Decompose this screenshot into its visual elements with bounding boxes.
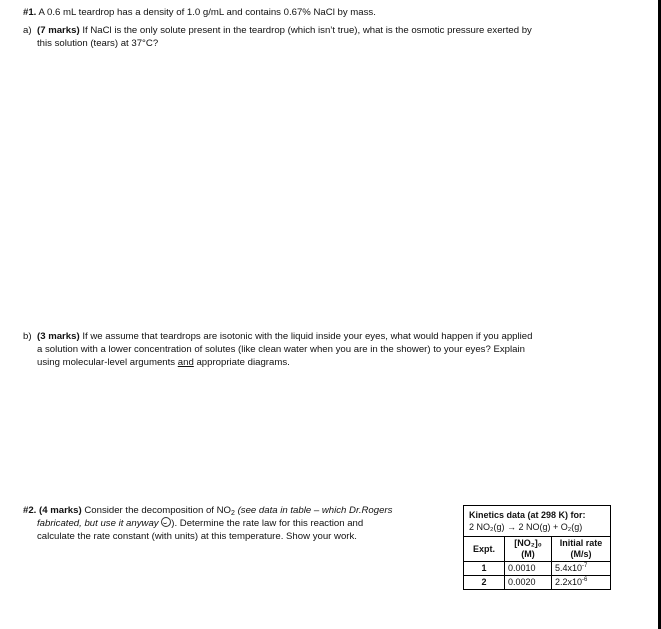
kinetics-table-title: Kinetics data (at 298 K) for: — [469, 510, 586, 520]
table-row — [464, 576, 611, 590]
part-b-marks: (3 marks) — [37, 331, 80, 342]
header-initial-rate — [552, 537, 611, 562]
cell-expt: 1 — [464, 562, 505, 576]
header-concentration — [505, 537, 552, 562]
header-concentration-label: [NO₂]₀ — [514, 538, 542, 548]
cell-concentration: 0.0020 — [505, 576, 552, 590]
part-a — [23, 24, 623, 50]
rate-exponent: -7 — [582, 563, 588, 569]
question-2-italic-1: (see data in table – which Dr.Rogers — [237, 505, 393, 516]
smiley-face-icon — [161, 517, 171, 527]
question-2-italic-2: fabricated, but use it anyway — [37, 518, 159, 529]
cell-expt: 2 — [464, 576, 505, 590]
part-a-label: a) — [23, 25, 32, 36]
part-a-line-2: this solution (tears) at 37°C? — [37, 38, 159, 49]
kinetics-table-caption — [464, 506, 611, 537]
part-b-line-1: If we assume that teardrops are isotonic with the liquid inside your eyes, what would happen if you applied — [82, 331, 533, 342]
table-row — [464, 562, 611, 576]
kinetics-data-table — [463, 505, 611, 590]
part-b-line-3-post: appropriate diagrams. — [193, 357, 290, 368]
part-a-marks: (7 marks) — [37, 25, 80, 36]
question-1-number: #1. — [23, 7, 37, 18]
kinetics-table-equation: 2 NO₂(g) → 2 NO(g) + O₂(g) — [469, 522, 583, 532]
rate-base: 2.2x10 — [555, 577, 583, 587]
question-1 — [23, 6, 623, 19]
header-expt: Expt. — [464, 537, 505, 562]
part-b-line-3-pre: using molecular-level arguments — [37, 357, 178, 368]
part-b-line-2: a solution with a lower concentration of solutes (like clean water when you are in the shower) to your eyes? Explain — [37, 344, 525, 355]
question-2-line-3: calculate the rate constant (with units) at this temperature. Show your work. — [37, 531, 357, 542]
question-2-intro: Consider the decomposition of NO — [84, 505, 232, 516]
cell-initial-rate — [552, 562, 611, 576]
part-b-underlined-and: and — [177, 357, 194, 368]
part-b-label: b) — [23, 331, 32, 342]
question-2-number: #2. — [23, 505, 37, 516]
cell-concentration: 0.0010 — [505, 562, 552, 576]
header-concentration-unit: (M) — [521, 549, 535, 559]
question-1-statement: A 0.6 mL teardrop has a density of 1.0 g/mL and contains 0.67% NaCl by mass. — [38, 7, 376, 18]
rate-exponent: -6 — [582, 577, 588, 583]
part-b — [23, 330, 623, 369]
no2-subscript: 2 — [231, 510, 235, 517]
part-a-line-1: If NaCl is the only solute present in the teardrop (which isn’t true), what is the osmotic pressure exerted by — [82, 25, 532, 36]
rate-base: 5.4x10 — [555, 563, 583, 573]
cell-initial-rate — [552, 576, 611, 590]
question-2 — [23, 504, 455, 543]
header-initial-rate-unit: (M/s) — [570, 549, 592, 559]
question-2-marks: (4 marks) — [39, 505, 82, 516]
header-initial-rate-label: Initial rate — [559, 538, 603, 548]
question-2-line-2-post: ). Determine the rate law for this reaction and — [171, 518, 364, 529]
